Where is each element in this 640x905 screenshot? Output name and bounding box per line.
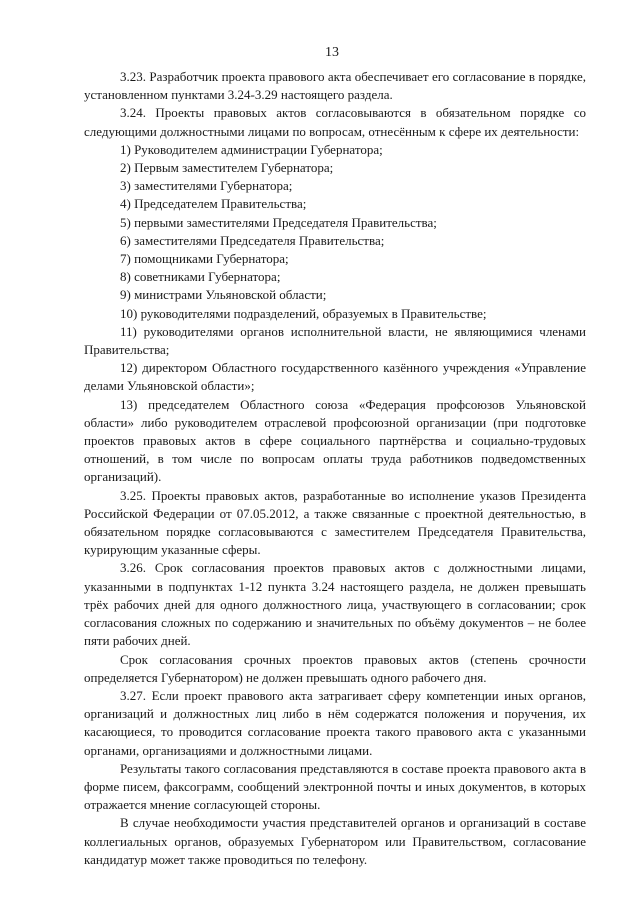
document-body	[84, 68, 586, 869]
paragraph-3-25: 3.25. Проекты правовых актов, разработанные во исполнение указов Президента Российской Федерации от 07.05.2012, а также связанные с проектной деятельностью, в обязательном порядке согласовываются с заместителем Председателя Правительства, курирующим указанные сферы.	[84, 487, 586, 558]
list-item: 12) директором Областного государственного казённого учреждения «Управление делами Ульяновской области»;	[84, 360, 586, 394]
list-item: 7) помощниками Губернатора;	[120, 251, 289, 267]
list-item: 13) председателем Областного союза «Федерация профсоюзов Ульяновской области» либо руководителем отраслевой профсоюзной организации (при подготовке проектов правовых актов в сфере социального партнёрства и социально-трудовых отношений, в том числе по вопросам оплаты труда работников подведомственных организаций).	[84, 396, 586, 485]
list-item: 3) заместителями Губернатора;	[120, 178, 293, 194]
list-item: 9) министрами Ульяновской области;	[120, 287, 327, 303]
list-item: 8) советниками Губернатора;	[120, 269, 281, 285]
list-item: 5) первыми заместителями Председателя Правительства;	[120, 214, 437, 230]
paragraph-3-26: 3.26. Срок согласования проектов правовых актов с должностными лицами, указанными в подпунктах 1-12 пункта 3.24 настоящего раздела, не должен превышать трёх рабочих дней для одного должностного лица, участвующего в согласовании; срок согласования сложных по содержанию и значительных по объёму документов – не более пяти рабочих дней.	[84, 560, 586, 649]
list-item: 11) руководителями органов исполнительной власти, не являющимися членами Правительства;	[84, 323, 586, 358]
paragraph-3-23: 3.23. Разработчик проекта правового акта обеспечивает его согласование в порядке, установленном пунктами 3.24-3.29 настоящего раздела.	[84, 69, 586, 103]
paragraph-3-24: 3.24. Проекты правовых актов согласовываются в обязательном порядке со следующими должностными лицами по вопросам, отнесённым к сфере их деятельности:	[84, 105, 586, 139]
list-item: 2) Первым заместителем Губернатора;	[120, 160, 334, 176]
list-item: 4) Председателем Правительства;	[120, 196, 307, 212]
list-item: 1) Руководителем администрации Губернатора;	[120, 141, 383, 157]
page-number: 13	[325, 45, 339, 60]
paragraph: В случае необходимости участия представителей органов и организаций в составе коллегиальных органов, образуемых Губернатором или Правительством, согласование кандидатур может также проводиться по телефону.	[84, 815, 586, 867]
list-item: 6) заместителями Председателя Правительства;	[120, 232, 385, 248]
paragraph: Результаты такого согласования представляются в составе проекта правового акта в форме писем, факсограмм, сообщений электронной почты и иных документов, в которых отражается мнение согласующей стороны.	[84, 760, 586, 813]
list-item: 10) руководителями подразделений, образуемых в Правительстве;	[120, 305, 487, 321]
paragraph-3-27: 3.27. Если проект правового акта затрагивает сферу компетенции иных органов, организаций и должностных лиц либо в нём содержатся положения и поручения, их касающиеся, то проводится согласование проекта такого правового акта с указанными органами, организациями и должностными лицами.	[84, 687, 586, 758]
paragraph: Срок согласования срочных проектов правовых актов (степень срочности определяется Губернатором) не должен превышать одного рабочего дня.	[84, 651, 586, 685]
